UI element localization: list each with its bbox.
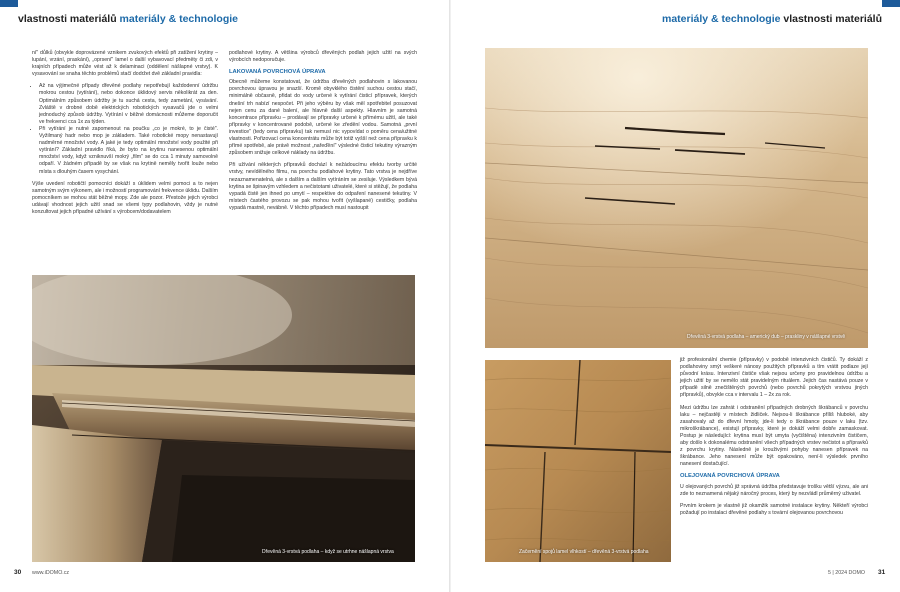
col1-bullet-1: • Až na výjimečné případy dřevěné podlahy nepotřebují každodenní údržbu mokrou cestou (vytírání), nebo dokonce úklidový servis několikrát za den. Optimálním způsobem údržby je tu suchá cesta, tedy zametání, vysávání. Zvláště v drobné době elektrických robotických vysavačů jde o velmi jednoduchý způsob údržby. Vytírání v běžné domácnosti můžeme doporučit ve frekvenci cca 1x za týden. bbox=[39, 83, 218, 126]
col1-intro: ní" důlků (obvykle doprovázené vznikem zvukových efektů při zatížení krytiny – lupání, vrzání, praskání), „oprsení" lamel o další vybavovací předměty či zdi, v krajních případech může vést až k delaminaci (oddělení nášlapné vrstvy). K vysavování se snaha těchto problémů stačí dodržet dvě základní pravidla: bbox=[32, 50, 218, 78]
header-main: vlastnosti materiálů bbox=[783, 13, 882, 25]
left-column-1 bbox=[32, 50, 218, 221]
footer-issue: 5 | 2024 DOMO bbox=[828, 570, 865, 576]
photo-caption-bottom: Začernění spojů lamel vlhkostí – dřevěná 3-vrstvá podlaha bbox=[519, 549, 649, 555]
left-page-header bbox=[18, 13, 238, 25]
page-tab-left bbox=[0, 0, 18, 7]
photo-cracked-oak bbox=[485, 48, 868, 348]
col2-para-2: Při užívání některých přípravků dochází k nežádoucímu efektu tvorby určité vrstvy, nevídělného filmu, na povrchu podlahové krytiny. Tato vrstva je nejdříve nezaznamenatelná, ale s dalším a dalším vytíráním se zesiluje. Výsledkem bývá krytina se špinavým vzhledem a nečistotami uživatelé, které si stěžují, že podlaha vypadá čistě jen ihned po umytí – respektive do odpaření nanesené tekutiny. V místech častého provozu se pak mohou tvořit (vyšlapané) cestičky, podlaha vypadá mastně, nevábně. V těchto případech musí nastoupit bbox=[229, 162, 417, 211]
photo-dark-joints-image bbox=[485, 360, 671, 562]
right-para-2: Mezi údržbu lze zahrát i odstranění případných drobných škrábanců v povrchu laku – nejčastěji v místech židliček. Nejsou-li škrábance příliš hluboké, aby zasahovaly až do dřevní hmoty, jde-li tedy o škrábance pouze v laku (tzv. mikroškrábance), existují přípravky, které je dokáží velmi dobře zamaskovat. Postup je následující: krytina musí být umyta (vyčištěna) intenzivním čističem, aby došlo k dokonalému odstranění všech případných vrstev nečistot a přípravků z povrchu krytiny. Následně je krouživými pohyby nanesen přípravek na škrábance. Jeho nanesení může být opakováno, není-li výsledek prvního nanesení dostačující. bbox=[680, 404, 868, 468]
footer-site: www.iDOMO.cz bbox=[32, 570, 70, 576]
page-number-right: 31 bbox=[878, 569, 886, 576]
col1-bullet-2: • Při vytírání je nutné zapomenout na poučku „co je mokré, to je čisté". Vyžilmaný hadr nebo mop je základem. Také robotické mopy nenastavují nadměrné množství vody. A jaké je tedy optimální množství vody použité při vytírání? Základní pravidlo říká, že byto na krytinu nanesenou optimální množství vody, když vzniknuvší mokrý „film" se do cca 1 minuty samovolně odpaří. V žádném případě by se však na krytině neměly tvořit louže nebo místa s dlouhým časem vysychání. bbox=[39, 126, 218, 176]
page-number-left: 30 bbox=[14, 569, 22, 576]
photo-cracked-oak-image bbox=[485, 48, 868, 348]
page-tab-right bbox=[882, 0, 900, 7]
left-column-2 bbox=[229, 50, 417, 217]
right-column bbox=[680, 357, 868, 522]
right-page bbox=[450, 0, 900, 592]
col2-intro: podlahové krytiny. A většina výrobců dřevěných podlah jejich užití na svých výrobcích nedoporučuje. bbox=[229, 50, 417, 64]
right-para-3: U olejovaných povrchů již správná údržba představuje trošku větší výzvu, ale ani zde to neznamená nějaký náročný proces, který by nezvládl průměrný uživatel. bbox=[680, 483, 868, 497]
photo-caption-left: Dřevěná 3-vrstvá podlaha – když se utrhne nášlapná vrstva bbox=[262, 549, 394, 555]
photo-delaminated-floor bbox=[32, 275, 415, 562]
col1-bullets bbox=[32, 83, 218, 175]
col2-para-1: Obecně můžeme konstatovat, že údržba dřevěných podlahovin s lakovanou povrchovou úpravou je snazší. Kromě obyvklého čistění suchou cestou stačí, minimálně občasně, přidat do vody určené k vytírání čisticí přípravek, kterých dnešní trh nabízí nespočet. Při jeho výběru by však měl spotřebitel posuzovat nejen cenu za dané balení, ale hlavně další aspekty. Hlavním je samotná koncentrace přípravku – prodávají se přípravky určené k přímému užití, ale také přípravky v koncentrované podobě, určené ke zředění vodou. Samotná „první investice" (tedy cena přípravku) tak nemusí nic vypovídat o poměru cena/užitné vlastnosti. Pořizovací cena koncentrátu může být totiž vyšší než cena přípravku k přímé spotřebě, ale právě možnost „nařeďění" výsledné čisticí tekutiny výrazným způsobem snižuje celkové náklady na údržbu. bbox=[229, 79, 417, 157]
header-main: vlastnosti materiálů bbox=[18, 13, 117, 25]
photo-dark-joints bbox=[485, 360, 671, 562]
photo-caption-top: Dřevěná 3-vrstvá podlaha – americký dub – praskliny v nášlapné vrstvě bbox=[687, 334, 846, 340]
header-accent: materiály & technologie bbox=[662, 13, 781, 25]
col1-para-2: Výše uvedení robotičtí pomocníci dokáží s úklidem velmi pomoci a to nejen samotným svým výkonem, ale i možností programování frekvence úklidu. Dalším pomocníkem se mohou stát běžné mopy. Zde ale pozor. Přestože jejich výrobci udávají vhodnost jejich užití snad se všemi typy podlahovin, vždy je nutné konzultovat jejich případné užívání s výrobcem/dodavatelem bbox=[32, 180, 218, 215]
header-accent: materiály & technologie bbox=[119, 13, 238, 25]
photo-delaminated-floor-image bbox=[32, 275, 415, 562]
col2-heading-lacquer: LAKOVANÁ POVRCHOVÁ ÚPRAVA bbox=[229, 69, 326, 76]
right-heading-oil: OLEJOVANÁ POVRCHOVÁ ÚPRAVA bbox=[680, 473, 780, 480]
right-para-4: Prvním krokem je vlastně již okamžik samotné instalace krytiny. Někteří výrobci požadují po instalaci dřevěné podlahy s tovární olejovanou povrchovou bbox=[680, 502, 868, 516]
right-page-header bbox=[662, 13, 882, 25]
right-para-1: již profesionální chemie (přípravky) v podobě intenzivních čističů. Ty dokáží z podlahoviny smýt veškeré nánosy použitých přípravků a tím vrátit podlaze její původní krásu. Intenzivní čističe však nejsou určeny pro pravidelnou údržbu a jejich užití by se nemělo stát pravidelným rituálem. Jejich čas nastává pouze v případě silně znečištěných povrchů (nebo povrchů pokrytých vrstvou jiných přípravků), obvykle cca v intervalu 1 – 2x za rok. bbox=[680, 357, 868, 399]
